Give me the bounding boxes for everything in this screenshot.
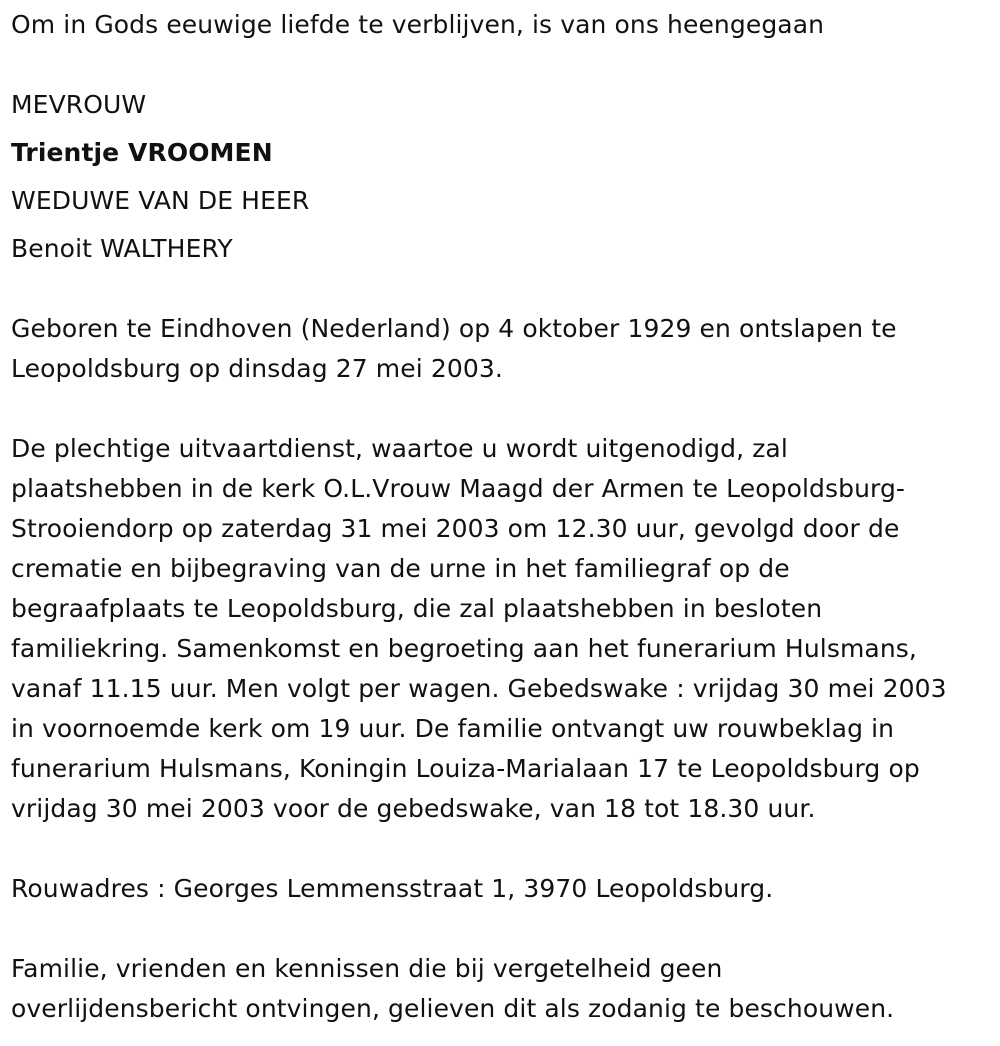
closing-line: Familie, vrienden en kennissen die bij vergetelheid geen — [11, 954, 723, 983]
service-line: plaatshebben in de kerk O.L.Vrouw Maagd der Armen te Leopoldsburg- — [11, 474, 906, 503]
intro-text: Om in Gods eeuwige liefde te verblijven, is van ons heengegaan — [11, 10, 825, 39]
husband-name: Benoit WALTHERY — [11, 234, 233, 263]
service-line: De plechtige uitvaartdienst, waartoe u wordt uitgenodigd, zal — [11, 434, 788, 463]
deceased-name: Trientje VROOMEN — [11, 138, 273, 167]
service-line: familiekring. Samenkomst en begroeting aan het funerarium Hulsmans, — [11, 634, 917, 663]
closing-line: overlijdensbericht ontvingen, gelieven dit als zodanig te beschouwen. — [11, 994, 895, 1023]
service-line: crematie en bijbegraving van de urne in het familiegraf op de — [11, 554, 790, 583]
service-line: in voornoemde kerk om 19 uur. De familie ontvangt uw rouwbeklag in — [11, 714, 895, 743]
service-line: vanaf 11.15 uur. Men volgt per wagen. Gebedswake : vrijdag 30 mei 2003 — [11, 674, 947, 703]
service-line: begraafplaats te Leopoldsburg, die zal plaatshebben in besloten — [11, 594, 823, 623]
service-line: Strooiendorp op zaterdag 31 mei 2003 om 12.30 uur, gevolgd door de — [11, 514, 900, 543]
widow-of-text: WEDUWE VAN DE HEER — [11, 186, 310, 215]
birth-line: Leopoldsburg op dinsdag 27 mei 2003. — [11, 354, 503, 383]
birth-line: Geboren te Eindhoven (Nederland) op 4 oktober 1929 en ontslapen te — [11, 314, 897, 343]
service-line: vrijdag 30 mei 2003 voor de gebedswake, van 18 tot 18.30 uur. — [11, 794, 816, 823]
service-line: funerarium Hulsmans, Koningin Louiza-Marialaan 17 te Leopoldsburg op — [11, 754, 920, 783]
mourning-address: Rouwadres : Georges Lemmensstraat 1, 3970 Leopoldsburg. — [11, 874, 774, 903]
title-text: MEVROUW — [11, 90, 147, 119]
